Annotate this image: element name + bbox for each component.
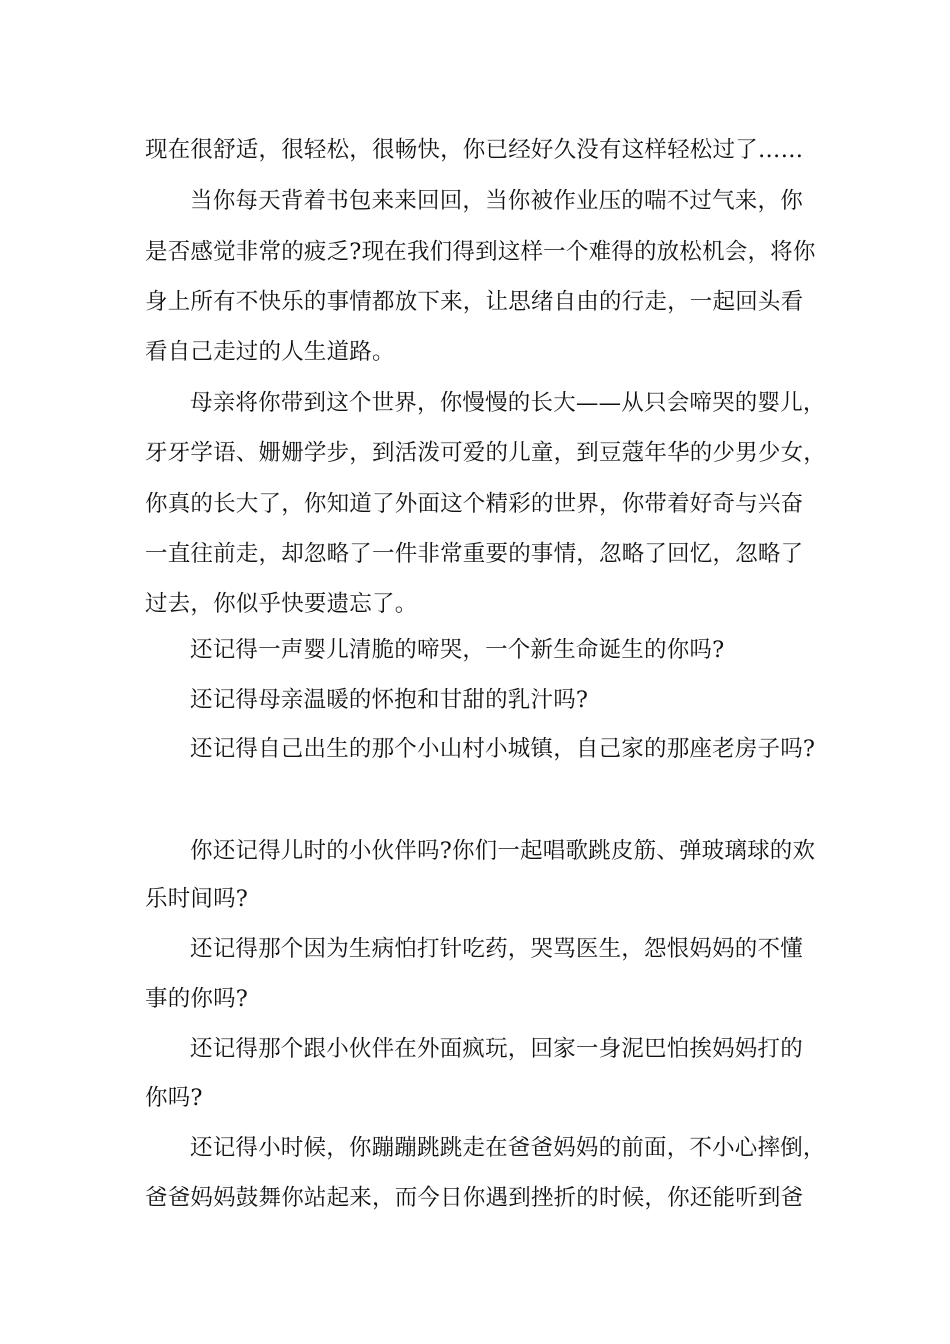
- paragraph-first-line: 你还记得儿时的小伙伴吗?你们一起唱歌跳皮筋、弹玻璃球的欢: [190, 838, 816, 864]
- text-line: 你真的长大了，你知道了外面这个精彩的世界，你带着好奇与兴奋: [145, 491, 804, 517]
- paragraph-first-line: 还记得那个因为生病怕打针吃药，哭骂医生，怨恨妈妈的不懂: [190, 936, 803, 962]
- paragraph-first-line: 还记得母亲温暖的怀抱和甘甜的乳汁吗?: [190, 687, 589, 713]
- text-line: 爸爸妈妈鼓舞你站起来，而今日你遇到挫折的时候，你还能听到爸: [145, 1185, 804, 1211]
- text-line: 乐时间吗?: [145, 886, 249, 912]
- text-line: 过去，你似乎快要遗忘了。: [145, 591, 418, 617]
- text-line: 牙牙学语、姗姗学步，到活泼可爱的儿童，到豆蔻年华的少男少女，: [145, 440, 827, 466]
- paragraph-first-line: 还记得一声婴儿清脆的啼哭，一个新生命诞生的你吗?: [190, 637, 725, 663]
- paragraph-first-line: 当你每天背着书包来来回回，当你被作业压的喘不过气来，你: [190, 188, 803, 214]
- text-line: 身上所有不快乐的事情都放下来，让思绪自由的行走，一起回头看: [145, 289, 804, 315]
- paragraph-first-line: 还记得小时候，你蹦蹦跳跳走在爸爸妈妈的前面，不小心摔倒，: [190, 1135, 826, 1161]
- text-line: 看自己走过的人生道路。: [145, 339, 395, 365]
- paragraph-first-line: 还记得自己出生的那个小山村小城镇，自己家的那座老房子吗?: [190, 736, 816, 762]
- paragraph-first-line: 还记得那个跟小伙伴在外面疯玩，回家一身泥巴怕挨妈妈打的: [190, 1036, 803, 1062]
- text-line: 你吗?: [145, 1085, 203, 1111]
- text-line: 现在很舒适，很轻松，很畅快，你已经好久没有这样轻松过了……: [145, 137, 804, 163]
- paragraph-first-line: 母亲将你带到这个世界，你慢慢的长大——从只会啼哭的婴儿，: [190, 390, 826, 416]
- text-line: 是否感觉非常的疲乏?现在我们得到这样一个难得的放松机会，将你: [145, 239, 816, 265]
- text-line: 一直往前走，却忽略了一件非常重要的事情，忽略了回忆，忽略了: [145, 541, 804, 567]
- text-line: 事的你吗?: [145, 986, 249, 1012]
